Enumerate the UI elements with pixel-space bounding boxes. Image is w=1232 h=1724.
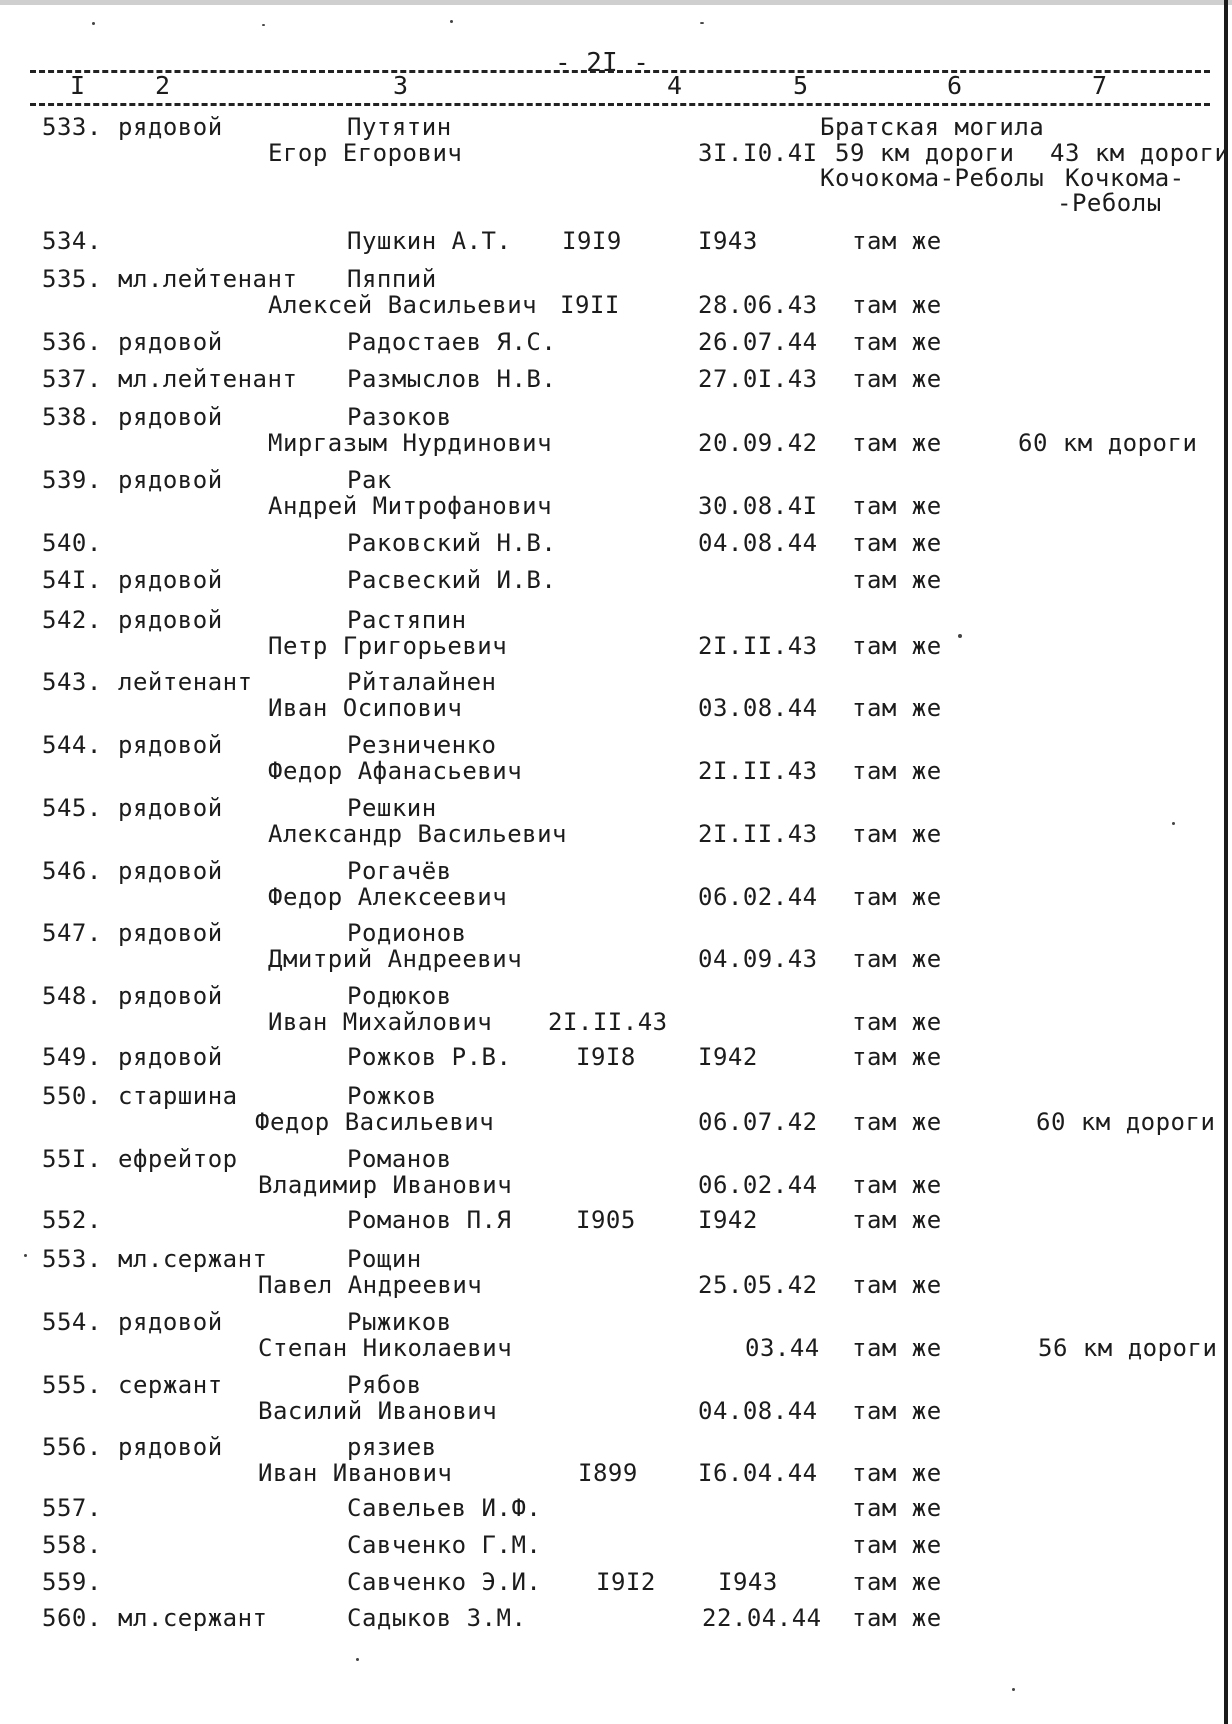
table-row [0,857,1232,921]
entry-number: 550. [42,1082,102,1110]
entry-given-name: Иван Михайлович [268,1008,493,1036]
table-row [0,731,1232,795]
entry-surname: Рябов [347,1371,422,1399]
entry-given-name: Егор Егорович [268,139,463,167]
entry-death-date: I6.04.44 [698,1459,818,1487]
entry-number: 542. [42,606,102,634]
table-row [0,265,1232,329]
entry-burial-place: там же [852,328,942,356]
entry-burial-place: там же [852,429,942,457]
entry-burial-place: там же [852,757,942,785]
entry-surname: Расвеский И.В. [347,566,557,594]
column-number-2: 2 [155,71,171,100]
entry-burial-place: там же [852,291,942,319]
entry-burial-place: там же [852,1206,942,1234]
table-row [0,606,1232,670]
entry-burial-place: там же [852,227,942,255]
entry-burial-place: там же [852,1568,942,1596]
entry-surname: Рожков Р.В. [347,1043,512,1071]
entry-surname: Рйталайнен [347,668,497,696]
entry-rank: рядовой [118,466,223,494]
entry-rank: рядовой [118,328,223,356]
column-number-3: 3 [393,71,409,100]
entry-death-date: 22.04.44 [702,1604,822,1632]
entry-note: 60 км дороги [1018,429,1198,457]
entry-burial-place-line-2: 59 км дороги [835,139,1015,167]
entry-number: 544. [42,731,102,759]
scan-speck [262,24,265,26]
entry-given-name: Степан Николаевич [258,1334,513,1362]
entry-burial-place: там же [852,1397,942,1425]
entry-number: 545. [42,794,102,822]
entry-rank: лейтенант [118,668,253,696]
entry-number: 538. [42,403,102,431]
table-row [0,466,1232,530]
entry-death-date: 25.05.42 [698,1271,818,1299]
entry-burial-place: там же [852,1334,942,1362]
entry-number: 55I. [42,1145,102,1173]
table-row [0,668,1232,732]
entry-rank: рядовой [118,1043,223,1071]
entry-death-date: 30.08.4I [698,492,818,520]
entry-death-date: 2I.II.43 [698,820,818,848]
entry-death-date: 27.0I.43 [698,365,818,393]
entry-surname: Радостаев Я.С. [347,328,557,356]
table-row [0,1433,1232,1497]
entry-death-date: 03.08.44 [698,694,818,722]
entry-surname: Пушкин А.Т. [347,227,512,255]
entry-rank: рядовой [118,566,223,594]
entry-rank: старшина [118,1082,238,1110]
scan-speck [958,634,962,638]
entry-surname: Рогачёв [347,857,452,885]
entry-death-date: 2I.II.43 [698,632,818,660]
entry-birth-year: I9I2 [596,1568,656,1596]
entry-surname: Савченко Г.М. [347,1531,542,1559]
scan-speck [700,22,704,24]
entry-burial-place: там же [852,694,942,722]
entry-given-name: Василий Иванович [258,1397,498,1425]
entry-number: 548. [42,982,102,1010]
entry-number: 555. [42,1371,102,1399]
entry-rank: рядовой [118,1433,223,1461]
table-row [0,919,1232,983]
scan-speck [450,20,453,23]
entry-death-date: 06.07.42 [698,1108,818,1136]
entry-number: 558. [42,1531,102,1559]
entry-surname: Савельев И.Ф. [347,1494,542,1522]
entry-rank: ефрейтор [118,1145,238,1173]
entry-surname: Пяппий [347,265,437,293]
entry-given-name: Дмитрий Андреевич [268,945,523,973]
entry-rank: мл.лейтенант [118,365,298,393]
entry-number: 54I. [42,566,102,594]
entry-number: 537. [42,365,102,393]
entry-surname: Романов П.Я [347,1206,512,1234]
entry-rank: рядовой [118,919,223,947]
entry-burial-place: там же [852,632,942,660]
table-row [0,1604,1232,1668]
entry-surname: рязиев [347,1433,437,1461]
entry-number: 533. [42,113,102,141]
entry-note-line-3: -Реболы [1057,189,1162,217]
entry-death-date: I943 [718,1568,778,1596]
entry-given-name: Иван Осипович [268,694,463,722]
entry-burial-place-line-3: Кочокома-Реболы [820,164,1045,192]
entry-death-date: I942 [698,1043,758,1071]
entry-burial-place: там же [852,529,942,557]
entry-burial-place: там же [852,1108,942,1136]
entry-surname: Родюков [347,982,452,1010]
entry-birth-year: I9I8 [576,1043,636,1071]
entry-burial-place: там же [852,566,942,594]
entry-burial-place: там же [852,1171,942,1199]
entry-surname: Рожков [347,1082,437,1110]
entry-burial-place: там же [852,820,942,848]
entry-death-date: 04.09.43 [698,945,818,973]
entry-rank: рядовой [118,731,223,759]
entry-birth-year: 2I.II.43 [548,1008,668,1036]
entry-number: 543. [42,668,102,696]
entry-burial-place: там же [852,1494,942,1522]
entry-burial-place: там же [852,1459,942,1487]
entry-surname: Родионов [347,919,467,947]
entry-note-line-2: Кочкома- [1065,164,1185,192]
entry-note: 43 км дороги [1050,139,1230,167]
entry-burial-place: там же [852,365,942,393]
scan-speck [92,22,95,25]
entry-rank: мл.сержант [118,1245,268,1273]
entry-rank: рядовой [118,794,223,822]
entry-surname: Савченко Э.И. [347,1568,542,1596]
entry-rank: рядовой [118,113,223,141]
table-row [0,1308,1232,1372]
entry-note: 60 км дороги [1036,1108,1216,1136]
entry-rank: рядовой [118,1308,223,1336]
entry-number: 539. [42,466,102,494]
entry-surname: Раковский Н.В. [347,529,557,557]
entry-burial-place: Братская могила [820,113,1045,141]
entry-burial-place: там же [852,1604,942,1632]
page-top-edge [0,0,1232,5]
table-row [0,982,1232,1046]
scan-speck [1172,822,1175,825]
table-row [0,1371,1232,1435]
entry-birth-year: I899 [578,1459,638,1487]
entry-burial-place: там же [852,492,942,520]
entry-surname: Растяпин [347,606,467,634]
entry-number: 552. [42,1206,102,1234]
entry-death-date: 04.08.44 [698,1397,818,1425]
entry-given-name: Александр Васильевич [268,820,567,848]
entry-number: 534. [42,227,102,255]
scan-speck [24,1254,27,1257]
column-number-1: I [70,71,86,100]
column-number-7: 7 [1092,71,1108,100]
entry-birth-year: I9I9 [562,227,622,255]
entry-burial-place: там же [852,1531,942,1559]
entry-death-date: 20.09.42 [698,429,818,457]
table-row [0,113,1232,217]
entry-number: 557. [42,1494,102,1522]
entry-number: 547. [42,919,102,947]
entry-rank: рядовой [118,857,223,885]
entry-death-date: 06.02.44 [698,1171,818,1199]
entry-number: 553. [42,1245,102,1273]
entry-number: 549. [42,1043,102,1071]
entry-surname: Рак [347,466,392,494]
entry-death-date: 06.02.44 [698,883,818,911]
entry-given-name: Павел Андреевич [258,1271,483,1299]
entry-rank: сержант [118,1371,223,1399]
scan-speck [356,1658,359,1661]
entry-burial-place: там же [852,1008,942,1036]
entry-number: 560. [42,1604,102,1632]
column-number-5: 5 [793,71,809,100]
entry-number: 535. [42,265,102,293]
entry-death-date: 03.44 [745,1334,820,1362]
entry-death-date: I943 [698,227,758,255]
entry-death-date: 3I.I0.4I [698,139,818,167]
entry-number: 559. [42,1568,102,1596]
page-number: - 2I - [555,48,649,78]
entry-surname: Путятин [347,113,452,141]
column-number-4: 4 [667,71,683,100]
entry-given-name: Андрей Митрофанович [268,492,553,520]
entry-birth-year: I9II [560,291,620,319]
entry-given-name: Миргазым Нурдинович [268,429,553,457]
entry-surname: Размыслов Н.В. [347,365,557,393]
entry-surname: Разоков [347,403,452,431]
entry-burial-place: там же [852,1043,942,1071]
entry-death-date: I942 [698,1206,758,1234]
entry-given-name: Федор Васильевич [255,1108,495,1136]
entry-rank: рядовой [118,606,223,634]
entry-note: 56 км дороги [1038,1334,1218,1362]
entry-given-name: Иван Иванович [258,1459,453,1487]
entry-surname: Садыков З.М. [347,1604,527,1632]
column-number-6: 6 [947,71,963,100]
entry-number: 556. [42,1433,102,1461]
entry-burial-place: там же [852,1271,942,1299]
table-row [0,794,1232,858]
entry-number: 540. [42,529,102,557]
entry-surname: Резниченко [347,731,497,759]
entry-number: 546. [42,857,102,885]
column-header-row [30,70,1210,106]
entry-death-date: 28.06.43 [698,291,818,319]
entry-given-name: Федор Афанасьевич [268,757,523,785]
table-row [0,403,1232,467]
entry-surname: Романов [347,1145,452,1173]
entry-surname: Рощин [347,1245,422,1273]
entry-death-date: 2I.II.43 [698,757,818,785]
entry-number: 536. [42,328,102,356]
entry-given-name: Владимир Иванович [258,1171,513,1199]
scan-speck [1012,1688,1015,1691]
table-row [0,1245,1232,1309]
entry-rank: мл.сержант [118,1604,268,1632]
entry-birth-year: I905 [576,1206,636,1234]
entry-given-name: Петр Григорьевич [268,632,508,660]
entry-given-name: Федор Алексеевич [268,883,508,911]
entry-number: 554. [42,1308,102,1336]
entry-burial-place: там же [852,883,942,911]
entry-burial-place: там же [852,945,942,973]
entry-given-name: Алексей Васильевич [268,291,538,319]
entry-surname: Рыжиков [347,1308,452,1336]
entry-rank: мл.лейтенант [118,265,298,293]
table-row [0,1082,1232,1146]
entry-death-date: 04.08.44 [698,529,818,557]
entry-death-date: 26.07.44 [698,328,818,356]
entry-rank: рядовой [118,403,223,431]
entry-surname: Решкин [347,794,437,822]
entry-rank: рядовой [118,982,223,1010]
table-row [0,1145,1232,1209]
